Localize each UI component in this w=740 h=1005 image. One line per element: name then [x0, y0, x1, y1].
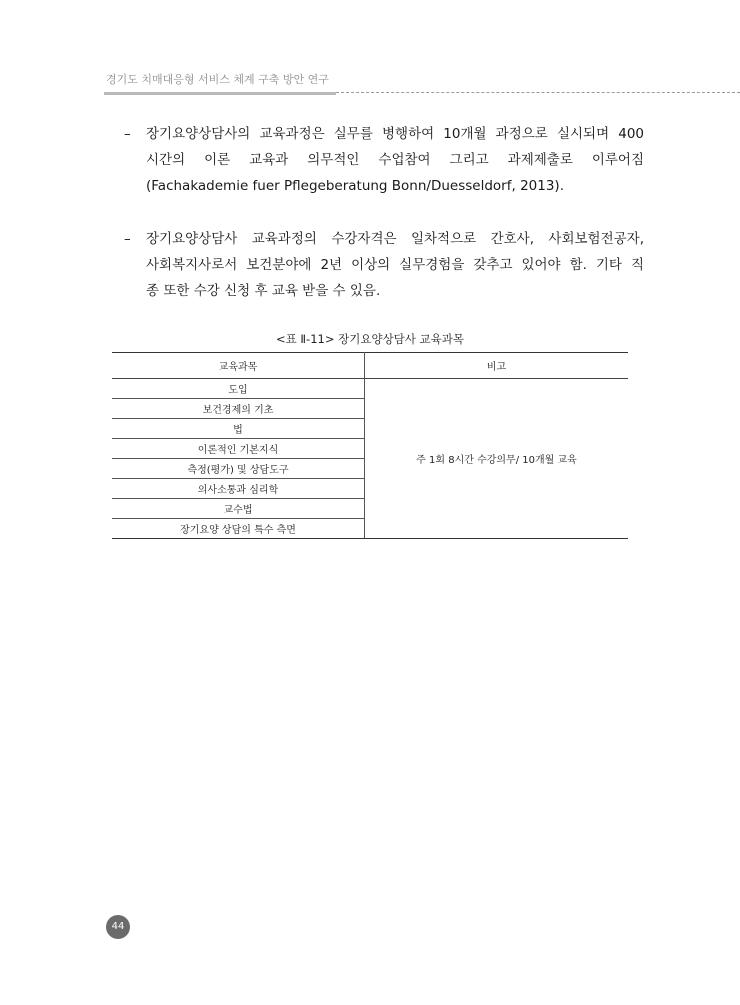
paragraph-line: 장기요양상담사 교육과정의 수강자격은 일차적으로 간호사, 사회보험전공자,	[146, 231, 644, 247]
course-table	[112, 352, 628, 539]
bullet-paragraph-curriculum	[124, 121, 644, 199]
paragraph-line: 사회복지사로서 보건분야에 2년 이상의 실무경험을 갖추고 있어야 함. 기타 직	[146, 257, 644, 273]
header-rule-dashed	[336, 92, 740, 93]
paragraph-line: (Fachakademie fuer Pflegeberatung Bonn/Duesseldorf, 2013).	[146, 178, 564, 194]
course-cell: 도입	[112, 379, 365, 399]
table-caption: <표 Ⅱ-11> 장기요양상담사 교육과목	[276, 332, 464, 346]
header-note: 비고	[365, 353, 629, 379]
paragraph-line: 장기요양상담사의 교육과정은 실무를 병행하여 10개월 과정으로 실시되며 400	[146, 126, 644, 142]
table-header-row	[112, 353, 628, 379]
course-cell: 교수법	[112, 499, 365, 519]
course-cell: 이론적인 기본지식	[112, 439, 365, 459]
running-header-title: 경기도 치매대응형 서비스 체계 구축 방안 연구	[106, 73, 329, 86]
bullet-dash: –	[124, 126, 131, 142]
bullet-dash: –	[124, 231, 131, 247]
course-cell: 보건경제의 기초	[112, 399, 365, 419]
page-number-badge: 44	[106, 915, 130, 939]
paragraph-line: 시간의 이론 교육과 의무적인 수업참여 그리고 과제제출로 이루어짐	[146, 152, 644, 168]
table-row	[112, 379, 628, 399]
course-cell: 장기요양 상담의 특수 측면	[112, 519, 365, 539]
course-cell: 법	[112, 419, 365, 439]
paragraph-line: 종 또한 수강 신청 후 교육 받을 수 있음.	[146, 283, 381, 299]
header-rule-solid	[104, 92, 336, 95]
course-cell: 측정(평가) 및 상담도구	[112, 459, 365, 479]
header-course: 교육과목	[112, 353, 365, 379]
bullet-paragraph-eligibility	[124, 226, 644, 304]
course-cell: 의사소통과 심리학	[112, 479, 365, 499]
note-cell: 주 1회 8시간 수강의무/ 10개월 교육	[365, 379, 629, 539]
